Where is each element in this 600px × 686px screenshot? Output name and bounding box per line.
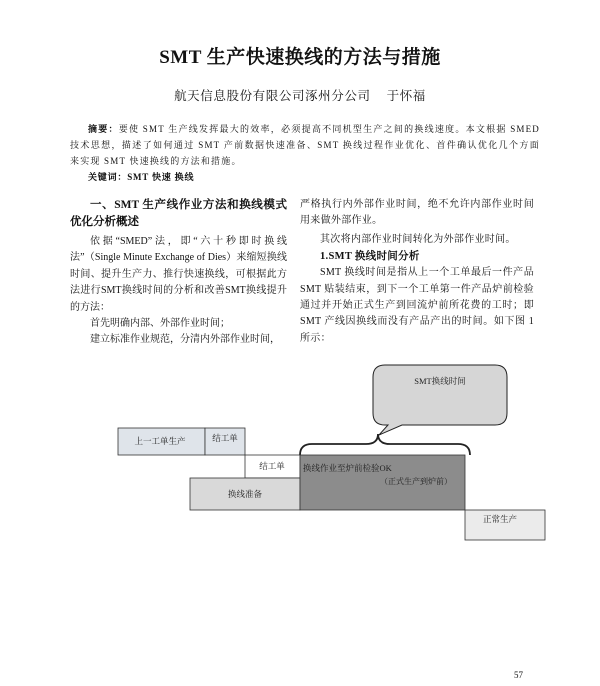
page-number: 57 [514, 670, 523, 680]
section-heading: 一、SMT 生产线作业方法和换线模式优化分析概述 [70, 199, 287, 228]
keywords-text: SMT 快速 换线 [127, 172, 195, 182]
label-changeover-note: （正式生产到炉前） [380, 477, 452, 486]
abstract [70, 121, 540, 169]
left-column [70, 197, 287, 349]
paragraph-changeover-definition: SMT 换线时间是指从上一个工单最后一件产品 SMT 贴装结束，到下一个工单第一件产品炉前检验通过并开始正式生产到回流炉前所花费的工时；即 SMT 产线因换线而没有产品产出的时间。如下图 1 所示： [300, 267, 534, 344]
paragraph-continuation: 严格执行内外部作业时间，绝不允许内部作业时间用来做外部作业。 [300, 199, 534, 227]
keywords [88, 170, 194, 183]
paragraph-step-convert: 其次将内部作业时间转化为外部作业时间。 [320, 233, 516, 245]
author-line [0, 86, 600, 104]
right-column [300, 197, 534, 347]
label-normal-production: 正常生产 [482, 514, 518, 524]
keywords-label: 关键词： [88, 172, 128, 182]
abstract-text: 要使 SMT 生产线发挥最大的效率，必须提高不同机型生产之间的换线速度。本文根据 SMED 技术思想，描述了如何通过 SMT 产前数据快速准备、SMT 换线过程作业优化、首件确认优化几个方面来实现 SMT 快速换线的方法和措施。 [70, 124, 540, 166]
label-changeover-prep: 换线准备 [227, 489, 263, 499]
figure-changeover-timeline [0, 360, 600, 550]
subsection-heading: 1.SMT 换线时间分析 [320, 251, 420, 263]
author-name: 于怀福 [386, 89, 426, 103]
author-affiliation: 航天信息股份有限公司涿州分公司 [174, 89, 371, 103]
label-close-order-1: 结工单 [212, 433, 238, 443]
paragraph-step-first: 首先明确内部、外部作业时间； [90, 318, 230, 330]
abstract-label: 摘要： [88, 124, 119, 134]
label-close-order-2: 结工单 [259, 461, 285, 471]
paragraph-step-standard: 建立标准作业规范，分清内外部作业时间， [90, 334, 280, 346]
paragraph-smed: 依据“SMED”法，即“六十秒即时换线法”（Single Minute Exchange of Dies）来缩短换线时间、提升生产力、推行快速换线，可根据此方法进行SMT换线时间的分析和改善SMT换线提升的方法： [70, 236, 287, 313]
label-changeover-work: 换线作业至炉前检验OK [303, 463, 392, 473]
article-title: SMT 生产快速换线的方法与措施 [159, 47, 441, 68]
bubble-label: SMT换线时间 [414, 376, 466, 386]
label-previous-order: 上一工单生产 [134, 436, 186, 446]
brace-shape [300, 434, 470, 455]
